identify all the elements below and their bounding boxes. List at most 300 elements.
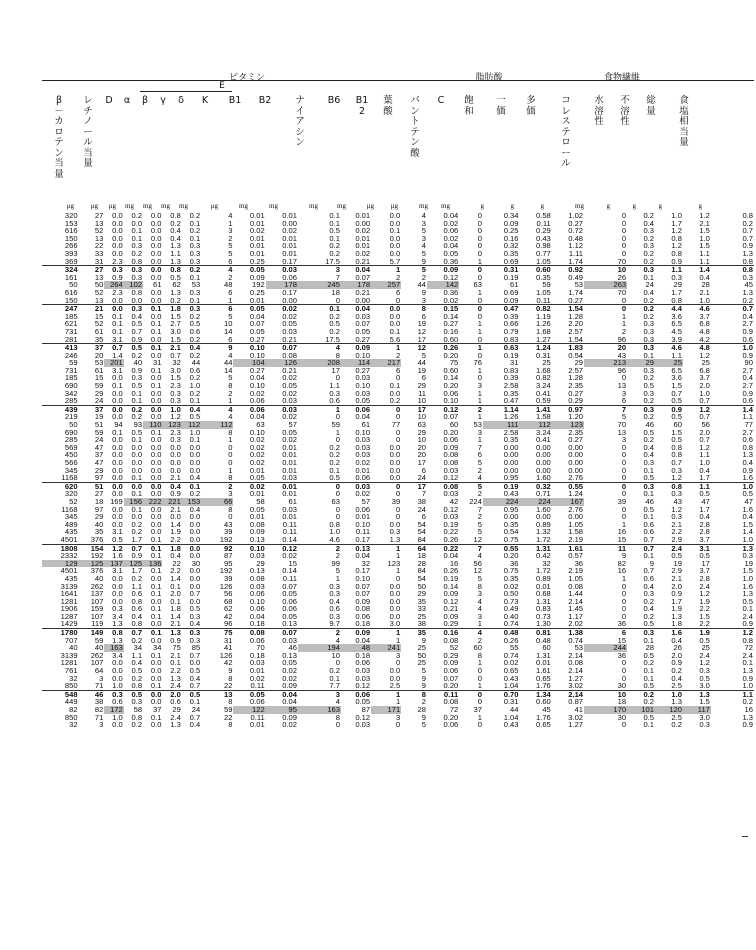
- table-cell: 5: [421, 227, 427, 235]
- table-cell: 0.4: [671, 674, 682, 683]
- table-cell: 10: [417, 413, 427, 422]
- table-cell: 0.9: [655, 405, 683, 413]
- table-cell: 36: [617, 620, 627, 629]
- table-cell: 0: [621, 513, 627, 521]
- table-cell: 126: [219, 582, 233, 591]
- table-cell: 0: [477, 351, 482, 360]
- table-cell: 1.8: [170, 605, 181, 613]
- table-cell: 2: [228, 234, 233, 243]
- data-table: [42, 212, 754, 729]
- table-cell: 0.98: [535, 242, 551, 250]
- table-cell: 0.09: [427, 266, 459, 274]
- table-row: [42, 690, 754, 698]
- table-cell: 0.05: [249, 474, 265, 483]
- table-cell: 1.61: [552, 544, 584, 552]
- table-row: [42, 344, 754, 352]
- table-cell: 0.00: [568, 466, 584, 475]
- table-cell: 1: [228, 466, 233, 475]
- table-cell: 0.09: [443, 590, 459, 598]
- table-cell: 0.0: [150, 528, 162, 536]
- table-cell: 8: [228, 382, 233, 390]
- table-cell: 0.2: [643, 374, 654, 383]
- table-cell: 0.0: [143, 405, 162, 413]
- table-cell: 0.1: [150, 682, 162, 691]
- table-cell: 0.1: [643, 273, 654, 282]
- table-cell: 0.00: [503, 443, 519, 452]
- table-cell: 27: [79, 266, 105, 274]
- table-cell: 489: [64, 520, 78, 529]
- table-cell: 1.3: [112, 620, 123, 629]
- table-cell: 0.5: [131, 382, 143, 390]
- unit-cell: mg: [441, 202, 450, 210]
- table-cell: 3: [421, 296, 427, 305]
- table-cell: 48: [223, 281, 233, 289]
- table-cell: 0.29: [568, 397, 584, 406]
- table-cell: 0.0: [143, 266, 162, 274]
- table-cell: 0.26: [427, 344, 459, 352]
- table-cell: 0: [477, 219, 482, 228]
- table-cell: 0.0: [150, 257, 162, 266]
- table-cell: 0.02: [503, 659, 519, 668]
- table-cell: 1906: [60, 605, 78, 613]
- table-cell: 30: [617, 682, 627, 691]
- table-cell: 3.0: [389, 620, 401, 629]
- table-row: [42, 336, 754, 344]
- table-cell: 2.5: [671, 682, 682, 691]
- unit-cell: mg: [239, 202, 248, 210]
- table-cell: 0.54: [568, 351, 584, 360]
- table-cell: 0.3: [131, 374, 143, 383]
- table-cell: 59: [223, 706, 233, 714]
- table-cell: 201: [104, 359, 123, 367]
- table-cell: 0: [477, 242, 482, 250]
- table-cell: 24: [94, 436, 104, 444]
- table-cell: 1.60: [535, 505, 551, 514]
- table-cell: 53: [574, 281, 584, 289]
- table-cell: 0.8: [104, 629, 123, 637]
- table-cell: 0.3: [643, 459, 654, 467]
- table-cell: 0.8: [711, 266, 754, 274]
- table-cell: 53: [191, 281, 201, 289]
- table-cell: 0.19: [443, 574, 459, 583]
- table-cell: 0.5: [643, 382, 654, 390]
- table-cell: 50: [69, 421, 78, 429]
- table-cell: 0: [621, 227, 627, 235]
- table-cell: 0.02: [249, 451, 265, 459]
- table-cell: 0.8: [655, 482, 683, 490]
- table-cell: 0.02: [282, 436, 297, 444]
- table-cell: 4501: [60, 567, 78, 575]
- table-cell: 0.02: [355, 227, 371, 235]
- table-cell: 0.6: [189, 366, 201, 375]
- table-cell: 4.8: [683, 344, 711, 352]
- table-cell: 0.82: [535, 374, 551, 383]
- table-cell: 47: [701, 497, 710, 506]
- table-cell: 82: [617, 559, 627, 568]
- table-cell: 0.0: [150, 636, 162, 645]
- table-cell: 31: [94, 257, 104, 266]
- table-cell: 30: [617, 713, 627, 722]
- table-cell: 4.6: [655, 344, 683, 352]
- table-cell: 0.06: [249, 636, 265, 645]
- table-cell: 0.02: [443, 219, 459, 228]
- column-header-8: B1: [228, 95, 242, 106]
- table-cell: 3.1: [112, 366, 123, 375]
- table-cell: 0.03: [341, 482, 371, 490]
- table-cell: 224: [469, 497, 482, 506]
- table-cell: 1.4: [170, 520, 181, 529]
- table-cell: 0.48: [568, 234, 584, 243]
- table-cell: 0.4: [162, 482, 181, 490]
- table-cell: 53: [574, 644, 584, 652]
- table-cell: 6: [228, 288, 233, 297]
- table-cell: 0.2: [643, 698, 654, 706]
- table-cell: 114: [341, 359, 371, 367]
- table-cell: 2.4: [655, 544, 683, 552]
- table-cell: 0.04: [266, 690, 298, 698]
- table-cell: 0.75: [503, 567, 519, 575]
- table-cell: 0: [395, 413, 401, 422]
- table-cell: 0: [621, 667, 627, 675]
- table-cell: 0.2: [131, 721, 143, 729]
- table-cell: 20: [417, 443, 427, 452]
- table-cell: 0: [477, 273, 482, 282]
- table-cell: 0.10: [249, 597, 265, 606]
- table-cell: 2: [477, 490, 482, 498]
- table-cell: 1.3: [671, 612, 682, 621]
- column-header-20: 水溶性: [594, 95, 604, 127]
- table-cell: 0.7: [170, 351, 181, 360]
- table-cell: 0.05: [282, 320, 297, 328]
- table-cell: 0.5: [671, 552, 682, 560]
- table-cell: 0.2: [742, 698, 753, 706]
- table-cell: 25: [655, 359, 683, 367]
- table-cell: 0.8: [131, 620, 143, 629]
- table-cell: 0.01: [249, 513, 265, 521]
- table-cell: 0.5: [131, 667, 143, 675]
- table-cell: 29: [673, 281, 682, 289]
- table-cell: 1.12: [568, 242, 584, 250]
- table-cell: 0.5: [643, 474, 654, 483]
- table-cell: 0.43: [503, 674, 519, 683]
- table-cell: 3139: [60, 651, 78, 660]
- table-cell: 1: [459, 344, 483, 352]
- table-cell: 0.2: [131, 520, 143, 529]
- table-cell: 0.0: [150, 335, 162, 344]
- table-cell: 0.00: [503, 513, 519, 521]
- table-cell: 222: [143, 498, 162, 506]
- table-cell: 31: [153, 359, 162, 367]
- table-cell: 262: [90, 582, 104, 591]
- table-cell: 0.1: [643, 351, 654, 360]
- table-cell: 1.31: [535, 651, 551, 660]
- table-cell: 3: [621, 436, 627, 444]
- table-cell: 1: [477, 327, 482, 336]
- table-cell: 0.9: [112, 273, 123, 282]
- table-cell: 1: [621, 312, 627, 321]
- table-cell: 0.3: [627, 629, 655, 637]
- table-cell: 0.0: [112, 227, 123, 235]
- table-cell: 1.9: [699, 597, 710, 606]
- table-cell: 6: [584, 629, 627, 637]
- table-cell: 1.7: [671, 597, 682, 606]
- table-cell: 1.7: [131, 535, 143, 544]
- table-cell: 0.0: [150, 288, 162, 297]
- table-cell: 17: [401, 482, 427, 490]
- table-cell: 0.0: [389, 520, 401, 529]
- table-cell: 0.5: [189, 413, 201, 422]
- column-header-12: B12: [355, 95, 369, 117]
- table-cell: 61: [288, 497, 297, 506]
- table-cell: 0.83: [503, 335, 519, 344]
- table-cell: 46: [645, 421, 654, 429]
- table-cell: 0.06: [282, 273, 297, 282]
- table-cell: 0: [477, 234, 482, 243]
- table-cell: 22: [223, 713, 233, 722]
- table-cell: 0: [395, 659, 401, 668]
- table-cell: 0.04: [341, 305, 371, 313]
- table-cell: 0: [228, 459, 233, 467]
- table-cell: 0.4: [189, 620, 201, 629]
- table-cell: 10: [417, 397, 427, 406]
- table-cell: 0.2: [643, 612, 654, 621]
- table-cell: 0.03: [249, 659, 265, 668]
- table-cell: 0.2: [189, 335, 201, 344]
- table-cell: 101: [627, 706, 655, 714]
- table-cell: 0.60: [520, 266, 552, 274]
- table-cell: 1.26: [535, 320, 551, 328]
- table-cell: 4: [477, 552, 482, 560]
- table-cell: 0: [477, 374, 482, 383]
- table-cell: 60: [449, 421, 459, 429]
- table-cell: 2.4: [170, 713, 181, 722]
- table-cell: 0.10: [233, 344, 265, 352]
- table-cell: 29: [172, 706, 181, 714]
- table-cell: 13: [201, 690, 233, 698]
- table-cell: 6: [201, 305, 233, 313]
- table-cell: 0.68: [535, 590, 551, 598]
- table-cell: 0.0: [150, 490, 162, 498]
- table-cell: 731: [64, 366, 78, 375]
- table-cell: 0.0: [389, 667, 401, 675]
- table-cell: 0.1: [150, 605, 162, 613]
- table-cell: 3: [228, 227, 233, 235]
- table-cell: 1.44: [568, 590, 584, 598]
- table-row: [42, 637, 754, 645]
- table-cell: 8: [335, 351, 340, 360]
- table-cell: 0.8: [671, 296, 682, 305]
- table-cell: 0.4: [170, 227, 181, 235]
- table-cell: 0: [621, 674, 627, 683]
- table-cell: 15: [94, 312, 104, 321]
- table-cell: 1.3: [170, 288, 181, 297]
- table-cell: 0.5: [671, 413, 682, 422]
- table-cell: 63: [417, 421, 427, 429]
- table-cell: 0.0: [131, 219, 143, 228]
- table-cell: 1.8: [162, 544, 181, 552]
- table-cell: 19: [744, 559, 753, 568]
- table-cell: 0.20: [443, 351, 459, 360]
- table-row: [42, 328, 754, 336]
- table-cell: 0.27: [568, 389, 584, 398]
- table-cell: 0.06: [443, 227, 459, 235]
- table-cell: 1: [477, 682, 482, 691]
- table-cell: 0.3: [699, 667, 710, 675]
- table-cell: 59: [94, 382, 104, 390]
- table-cell: 1.5: [699, 612, 710, 621]
- table-cell: 24: [191, 706, 201, 714]
- table-cell: 7: [477, 505, 482, 514]
- table-cell: 0: [335, 413, 340, 422]
- table-row: [42, 598, 754, 606]
- table-cell: 0.3: [131, 698, 143, 706]
- table-cell: 393: [64, 249, 78, 258]
- table-cell: 0.25: [503, 227, 519, 235]
- table-cell: 57: [361, 497, 371, 506]
- table-cell: 0: [395, 436, 401, 444]
- table-cell: 5: [477, 528, 482, 536]
- table-cell: 264: [104, 281, 123, 289]
- table-cell: 18: [94, 497, 104, 506]
- table-cell: 0.1: [643, 721, 654, 729]
- table-cell: 0.2: [329, 327, 340, 336]
- table-cell: 0.08: [443, 459, 459, 467]
- table-cell: 1: [371, 266, 401, 274]
- table-cell: 5: [228, 374, 233, 383]
- table-cell: 16: [744, 706, 753, 714]
- table-cell: 0.0: [389, 242, 401, 250]
- table-cell: 38: [94, 698, 104, 706]
- table-cell: 0.10: [443, 397, 459, 406]
- table-cell: 413: [42, 344, 79, 352]
- table-cell: 3: [421, 219, 427, 228]
- unit-cell: g: [480, 202, 484, 210]
- table-cell: 0.03: [355, 312, 371, 321]
- table-cell: 0.0: [112, 242, 123, 250]
- unit-cell: μg: [108, 202, 116, 210]
- table-cell: 0.1: [131, 397, 143, 406]
- table-cell: 0.0: [112, 674, 123, 683]
- table-row: [42, 498, 754, 506]
- table-cell: 0.3: [389, 528, 401, 536]
- table-cell: 149: [79, 629, 105, 637]
- table-cell: 1.7: [671, 219, 682, 228]
- table-cell: 0: [395, 374, 401, 383]
- table-cell: 10: [584, 690, 627, 698]
- table-cell: 0.01: [249, 466, 265, 475]
- table-cell: 0.00: [503, 466, 519, 475]
- table-row: [42, 250, 754, 258]
- table-cell: 0.60: [535, 698, 551, 706]
- table-cell: 0: [621, 466, 627, 475]
- table-cell: 13: [617, 382, 627, 390]
- table-cell: 0.0: [112, 374, 123, 383]
- table-cell: 0.07: [355, 582, 371, 591]
- table-cell: 0.7: [643, 567, 654, 575]
- table-cell: 0.12: [443, 474, 459, 483]
- table-cell: 0.2: [131, 574, 143, 583]
- table-cell: 0.5: [189, 667, 201, 675]
- table-cell: 0.63: [483, 344, 520, 352]
- table-cell: 2.19: [568, 535, 584, 544]
- table-cell: 0.0: [112, 667, 123, 675]
- table-cell: 0.3: [189, 249, 201, 258]
- table-cell: 52: [94, 227, 104, 235]
- table-cell: 62: [223, 605, 233, 613]
- table-cell: 4: [201, 266, 233, 274]
- table-cell: 0.05: [282, 590, 297, 598]
- table-cell: 0.0: [170, 443, 181, 452]
- table-cell: 63: [256, 421, 265, 429]
- table-cell: 39: [617, 497, 627, 506]
- table-cell: 0.31: [483, 266, 520, 274]
- table-cell: 1.2: [104, 544, 123, 552]
- table-cell: 0.00: [535, 466, 551, 475]
- table-cell: 0.03: [355, 721, 371, 729]
- table-cell: 0.7: [104, 344, 123, 352]
- table-cell: 0.07: [443, 413, 459, 422]
- table-row: [42, 235, 754, 243]
- table-cell: 0: [371, 482, 401, 490]
- table-cell: 0.1: [329, 674, 340, 683]
- table-cell: 0.0: [112, 490, 123, 498]
- table-cell: 52: [94, 288, 104, 297]
- table-cell: 3.7: [699, 374, 710, 383]
- table-cell: 0.8: [131, 597, 143, 606]
- table-cell: 0: [335, 659, 340, 668]
- table-cell: 5: [335, 567, 340, 575]
- table-cell: 4: [477, 605, 482, 613]
- table-cell: 0.03: [282, 327, 297, 336]
- table-cell: 0.0: [389, 674, 401, 683]
- table-cell: 36: [617, 651, 627, 660]
- table-cell: 70: [256, 644, 265, 652]
- table-cell: 2.2: [699, 605, 710, 613]
- table-cell: 55: [510, 644, 519, 652]
- unit-cell: g: [510, 202, 514, 210]
- table-cell: 25: [417, 644, 427, 652]
- table-cell: 40: [69, 644, 78, 652]
- table-cell: 40: [94, 644, 104, 652]
- table-cell: 1.05: [568, 520, 584, 529]
- table-cell: 70: [617, 288, 627, 297]
- unit-cell: mg: [161, 202, 170, 210]
- table-cell: 0.1: [131, 436, 143, 444]
- table-cell: 25: [701, 644, 710, 652]
- table-cell: 0.12: [355, 682, 371, 691]
- table-cell: 2.1: [170, 505, 181, 514]
- table-cell: 0.0: [150, 397, 162, 406]
- table-cell: 1: [371, 690, 401, 698]
- table-cell: 0.5: [182, 690, 201, 698]
- table-cell: 0.49: [568, 273, 584, 282]
- unit-cell: mg: [143, 202, 152, 210]
- table-cell: 2.14: [568, 651, 584, 660]
- table-cell: 0.1: [143, 344, 162, 352]
- table-cell: 0.0: [150, 242, 162, 250]
- table-cell: 0.02: [266, 305, 298, 313]
- table-cell: 0.03: [249, 582, 265, 591]
- table-row: [42, 451, 754, 459]
- table-cell: 0.7: [671, 389, 682, 398]
- table-cell: 616: [64, 227, 78, 235]
- table-cell: 16: [617, 528, 627, 536]
- table-cell: 24: [94, 397, 104, 406]
- table-cell: 0.5: [699, 674, 710, 683]
- table-cell: 0.14: [282, 567, 297, 575]
- table-cell: 0.3: [189, 636, 201, 645]
- table-cell: 4.8: [699, 327, 710, 336]
